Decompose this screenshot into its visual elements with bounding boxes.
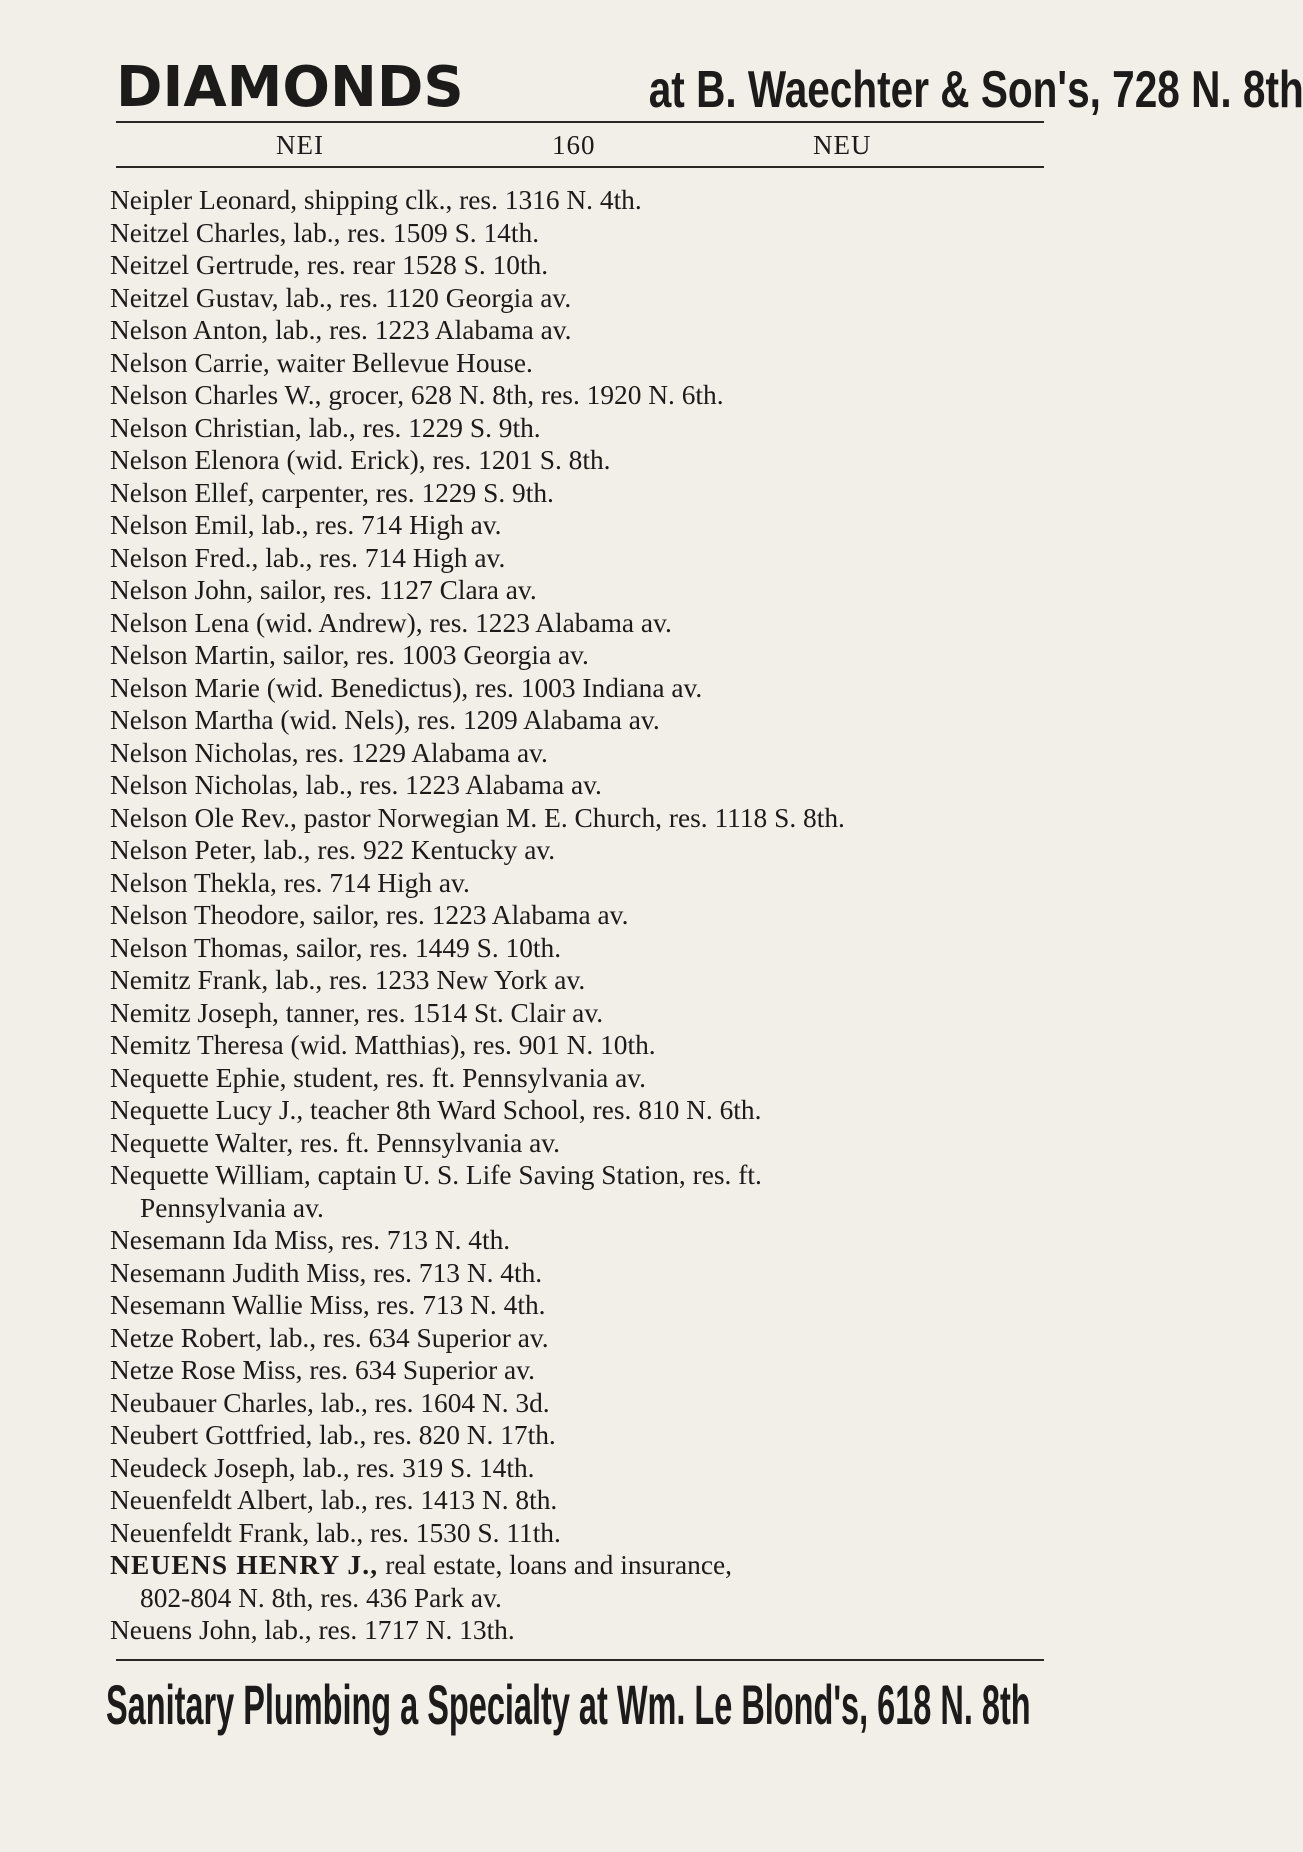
list-item: Neuenfeldt Albert, lab., res. 1413 N. 8th. bbox=[110, 1485, 558, 1515]
list-item: Nelson Carrie, waiter Bellevue House. bbox=[110, 347, 533, 378]
list-item: Neitzel Charles, lab., res. 1509 S. 14th. bbox=[110, 217, 540, 248]
footer-advertisement: Sanitary Plumbing a Specialty at Wm. Le Blond's, 618 N. 8th bbox=[106, 1673, 1031, 1736]
list-item: Nelson Peter, lab., res. 922 Kentucky av. bbox=[110, 835, 556, 865]
list-item: Nequette Walter, res. ft. Pennsylvania av. bbox=[110, 1127, 561, 1158]
list-item: Nelson Christian, lab., res. 1229 S. 9th. bbox=[110, 412, 541, 443]
list-item: Nelson Ellef, carpenter, res. 1229 S. 9th. bbox=[110, 477, 554, 508]
list-item: Nequette Lucy J., teacher 8th Ward School, res. 810 N. 6th. bbox=[110, 1095, 762, 1125]
list-item-continuation: Pennsylvania av. bbox=[140, 1192, 324, 1223]
header-ad-text: at B. Waechter & Son's, 728 N. 8th bbox=[648, 61, 1303, 119]
featured-detail: real estate, loans and insurance, bbox=[385, 1550, 732, 1580]
list-item: Nequette Ephie, student, res. ft. Pennsylvania av. bbox=[110, 1062, 647, 1093]
list-item: Nemitz Theresa (wid. Matthias), res. 901 N. 10th. bbox=[110, 1030, 656, 1060]
list-item: Netze Rose Miss, res. 634 Superior av. bbox=[110, 1355, 535, 1385]
list-item: Neudeck Joseph, lab., res. 319 S. 14th. bbox=[110, 1452, 535, 1483]
running-head-left: NEI bbox=[276, 130, 324, 160]
list-item: Nelson Lena (wid. Andrew), res. 1223 Alabama av. bbox=[110, 607, 672, 638]
list-item-continuation: 802-804 N. 8th, res. 436 Park av. bbox=[140, 1582, 502, 1613]
list-item: Neitzel Gertrude, res. rear 1528 S. 10th. bbox=[110, 250, 549, 280]
list-item: Nelson Martha (wid. Nels), res. 1209 Alabama av. bbox=[110, 705, 660, 735]
list-item: Nelson Theodore, sailor, res. 1223 Alabama av. bbox=[110, 900, 629, 930]
list-item: Nemitz Joseph, tanner, res. 1514 St. Clair av. bbox=[110, 997, 604, 1028]
list-item: Nelson Emil, lab., res. 714 High av. bbox=[110, 510, 502, 540]
list-item: Nelson Elenora (wid. Erick), res. 1201 S. 8th. bbox=[110, 445, 611, 475]
header-rule bbox=[116, 121, 1044, 123]
list-item: Neuenfeldt Frank, lab., res. 1530 S. 11th. bbox=[110, 1517, 561, 1548]
list-item: Neubauer Charles, lab., res. 1604 N. 3d. bbox=[110, 1387, 550, 1418]
list-item: Neuens John, lab., res. 1717 N. 13th. bbox=[110, 1615, 515, 1645]
running-head-right: NEU bbox=[813, 130, 872, 160]
list-item: Nelson Nicholas, res. 1229 Alabama av. bbox=[110, 737, 548, 768]
footer-rule bbox=[116, 1659, 1044, 1661]
featured-name: NEUENS HENRY J., bbox=[110, 1550, 379, 1580]
list-item: Nelson Charles W., grocer, 628 N. 8th, res. 1920 N. 6th. bbox=[110, 380, 724, 410]
list-item: Nesemann Judith Miss, res. 713 N. 4th. bbox=[110, 1257, 543, 1288]
list-item: Nelson Thomas, sailor, res. 1449 S. 10th. bbox=[110, 932, 562, 963]
list-item: Nelson John, sailor, res. 1127 Clara av. bbox=[110, 575, 537, 605]
list-item: Nelson Martin, sailor, res. 1003 Georgia av. bbox=[110, 640, 589, 670]
list-item: Nelson Thekla, res. 714 High av. bbox=[110, 867, 470, 898]
running-head bbox=[116, 130, 1044, 166]
directory-entries bbox=[110, 184, 1050, 1647]
list-item: Nesemann Ida Miss, res. 713 N. 4th. bbox=[110, 1225, 511, 1255]
list-item: Neipler Leonard, shipping clk., res. 1316 N. 4th. bbox=[110, 185, 642, 215]
featured-list-item bbox=[110, 1549, 1050, 1582]
list-item: Nemitz Frank, lab., res. 1233 New York av. bbox=[110, 965, 586, 995]
running-head-rule bbox=[116, 166, 1044, 168]
page-number: 160 bbox=[552, 130, 596, 160]
list-item: Neubert Gottfried, lab., res. 820 N. 17th. bbox=[110, 1420, 556, 1450]
list-item: Nequette William, captain U. S. Life Saving Station, res. ft. bbox=[110, 1160, 762, 1190]
list-item: Nesemann Wallie Miss, res. 713 N. 4th. bbox=[110, 1290, 546, 1320]
list-item: Neitzel Gustav, lab., res. 1120 Georgia av. bbox=[110, 282, 572, 313]
header-advertisement bbox=[116, 55, 1303, 120]
list-item: Nelson Ole Rev., pastor Norwegian M. E. Church, res. 1118 S. 8th. bbox=[110, 802, 845, 833]
list-item: Nelson Nicholas, lab., res. 1223 Alabama av. bbox=[110, 770, 602, 800]
list-item: Netze Robert, lab., res. 634 Superior av. bbox=[110, 1322, 549, 1353]
header-ad-lead: DIAMONDS bbox=[116, 55, 464, 120]
list-item: Nelson Fred., lab., res. 714 High av. bbox=[110, 542, 506, 573]
list-item: Nelson Marie (wid. Benedictus), res. 1003 Indiana av. bbox=[110, 672, 703, 703]
list-item: Nelson Anton, lab., res. 1223 Alabama av. bbox=[110, 315, 572, 345]
